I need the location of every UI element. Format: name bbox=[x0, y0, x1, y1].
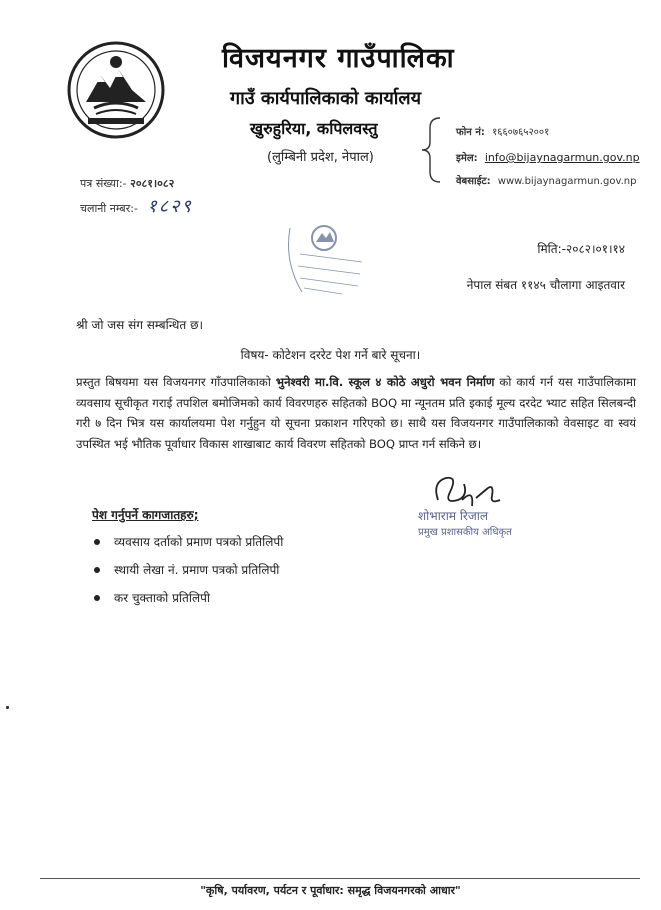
body-project-name: भुनेश्वरी मा.वि. स्कूल ४ कोठे अधुरो भवन निर्माण bbox=[275, 375, 495, 389]
phone-label: फोन नं: bbox=[456, 127, 485, 138]
website-label: वेबसाईट: bbox=[456, 176, 491, 187]
phone-value: १६६०७६५२००१ bbox=[492, 127, 550, 138]
chalani-number bbox=[80, 194, 193, 218]
chalani-label: चलानी नम्बर:- bbox=[80, 202, 138, 215]
letter-body bbox=[76, 372, 636, 454]
letter-date: मिति:-२०८२।०१।१४ bbox=[537, 242, 625, 256]
bullet-icon bbox=[94, 539, 100, 545]
office-address: खुरुहुरिया, कपिलवस्तु bbox=[250, 119, 378, 138]
list-item bbox=[94, 584, 283, 612]
nepal-emblem-icon bbox=[66, 40, 166, 140]
scan-speck bbox=[6, 706, 9, 709]
office-seal-stamp-icon bbox=[282, 222, 372, 300]
documents-list bbox=[94, 528, 283, 612]
curly-brace-icon bbox=[420, 116, 442, 184]
contact-email bbox=[456, 150, 640, 164]
body-part-2: को कार्य गर्न यस गाउँपालिकामा व्यवसाय सूचीकृत गराई तपशिल बमोजिमको कार्य विवरणहरु सहितको BOQ मा न्यूनतम प्रति इकाई मूल्य दरदेट भ्याट सहित सिलबन्दी गरी ७ दिन भित्र यस कार्यालयमा पेश गर्नुहुन यो सूचना प्रकाशन गरिएको छ। साथै यस विजयनगर गाउँपालिकाको वेवसाइट वा स्वयं उपस्थित भई भौतिक पूर्वाधार विकास शाखाबाट कार्य विवरण सहितको BOQ प्राप्त गर्न सकिने छ। bbox=[76, 375, 636, 451]
body-part-1: प्रस्तुत बिषयमा यस विजयनगर गाँउपालिकाको bbox=[76, 375, 276, 389]
chalani-value: १८२९ bbox=[147, 196, 193, 217]
documents-heading: पेश गर्नुपर्ने कागजातहरु; bbox=[92, 508, 199, 522]
signature-icon bbox=[428, 470, 518, 512]
patra-label: पत्र संख्या:- bbox=[80, 177, 127, 190]
list-item bbox=[94, 528, 283, 556]
letter-subject: विषय- कोटेशन दररेट पेश गर्ने बारे सूचना। bbox=[240, 348, 421, 362]
patra-value: २०८१।०८२ bbox=[130, 177, 175, 190]
office-subtitle: गाउँ कार्यपालिकाको कार्यालय bbox=[230, 88, 422, 109]
nepal-sambat-date: नेपाल संबत ११४५ चौलागा आइतवार bbox=[466, 278, 625, 292]
footer-divider bbox=[40, 878, 640, 879]
website-value[interactable]: www.bijaynagarmun.gov.np bbox=[497, 176, 637, 187]
bullet-icon bbox=[94, 567, 100, 573]
document-item-label: कर चुक्ताको प्रतिलिपी bbox=[114, 591, 211, 605]
email-label: इमेल: bbox=[456, 153, 478, 164]
document-item-label: व्यवसाय दर्ताको प्रमाण पत्रको प्रतिलिपी bbox=[114, 535, 284, 549]
signatory-name: शोभाराम रिजाल bbox=[418, 509, 488, 523]
email-link[interactable]: info@bijaynagarmun.gov.np bbox=[484, 151, 640, 164]
office-province: (लुम्बिनी प्रदेश, नेपाल) bbox=[267, 150, 374, 165]
patra-sankhya bbox=[80, 176, 174, 191]
contact-website bbox=[456, 173, 636, 187]
office-name: विजयनगर गाउँपालिका bbox=[222, 43, 455, 74]
bullet-icon bbox=[94, 595, 100, 601]
salutation: श्री जो जस संग सम्बन्धित छ। bbox=[76, 318, 204, 332]
document-item-label: स्थायी लेखा नं. प्रमाण पत्रको प्रतिलिपी bbox=[114, 563, 280, 577]
signatory-title: प्रमुख प्रशासकीय अधिकृत bbox=[418, 527, 512, 538]
list-item bbox=[94, 556, 283, 584]
footer-slogan: "कृषि, पर्यावरण, पर्यटन र पूर्वाधार: समृद्ध विजयनगरको आधार" bbox=[200, 884, 461, 897]
contact-phone bbox=[456, 124, 549, 138]
